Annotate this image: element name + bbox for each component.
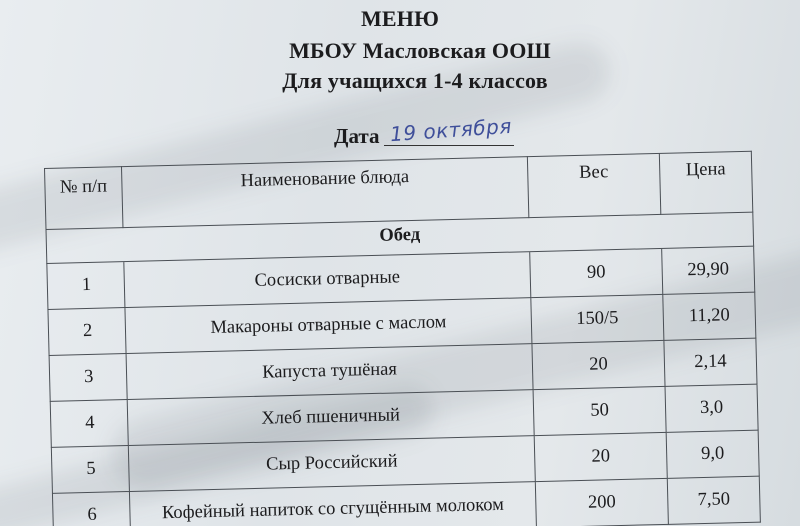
menu-table bbox=[44, 148, 800, 526]
row-dish: Кофейный напиток со сгущённым молоком bbox=[130, 482, 537, 526]
header-dish: Наименование блюда bbox=[122, 156, 529, 228]
section-lunch: Обед bbox=[46, 213, 755, 264]
row-weight: 20 bbox=[532, 341, 665, 390]
row-dish: Хлеб пшеничный bbox=[128, 390, 535, 446]
row-dish: Макароны отварные с маслом bbox=[125, 298, 532, 354]
row-weight: 50 bbox=[534, 387, 667, 436]
school-name: МБОУ Масловская ООШ bbox=[289, 38, 551, 63]
row-number: 5 bbox=[51, 446, 130, 494]
row-number: 1 bbox=[46, 262, 125, 310]
header-number: № п/п bbox=[44, 166, 123, 230]
header-price: Цена bbox=[660, 151, 753, 215]
audience-line: Для учащихся 1-4 классов bbox=[282, 68, 548, 93]
table-row bbox=[46, 259, 730, 310]
row-weight: 150/5 bbox=[531, 295, 664, 344]
row-number: 3 bbox=[49, 354, 128, 402]
header-weight: Вес bbox=[528, 153, 661, 218]
table-row bbox=[52, 489, 731, 526]
row-dish: Капуста тушёная bbox=[127, 344, 534, 400]
menu-title: МЕНЮ bbox=[360, 6, 440, 31]
table-row bbox=[51, 443, 725, 494]
row-price: 7,50 bbox=[668, 477, 761, 525]
row-dish: Сосиски отварные bbox=[124, 252, 531, 308]
table-row bbox=[49, 351, 727, 402]
row-weight: 90 bbox=[530, 249, 663, 298]
row-price: 9,0 bbox=[667, 431, 760, 479]
row-weight: 20 bbox=[535, 433, 668, 482]
row-price: 3,0 bbox=[666, 385, 759, 433]
row-number: 4 bbox=[50, 400, 129, 448]
table-row bbox=[50, 397, 724, 448]
row-number: 2 bbox=[47, 308, 126, 356]
row-price: 29,90 bbox=[662, 247, 755, 295]
row-dish: Сыр Российский bbox=[129, 436, 536, 492]
row-price: 11,20 bbox=[663, 293, 756, 341]
row-weight: 200 bbox=[536, 479, 669, 526]
row-number: 6 bbox=[52, 492, 131, 526]
row-price: 2,14 bbox=[664, 339, 757, 387]
table-row bbox=[47, 305, 731, 356]
handwritten-date: 19 октября bbox=[389, 113, 513, 147]
date-label: Дата bbox=[334, 124, 380, 148]
